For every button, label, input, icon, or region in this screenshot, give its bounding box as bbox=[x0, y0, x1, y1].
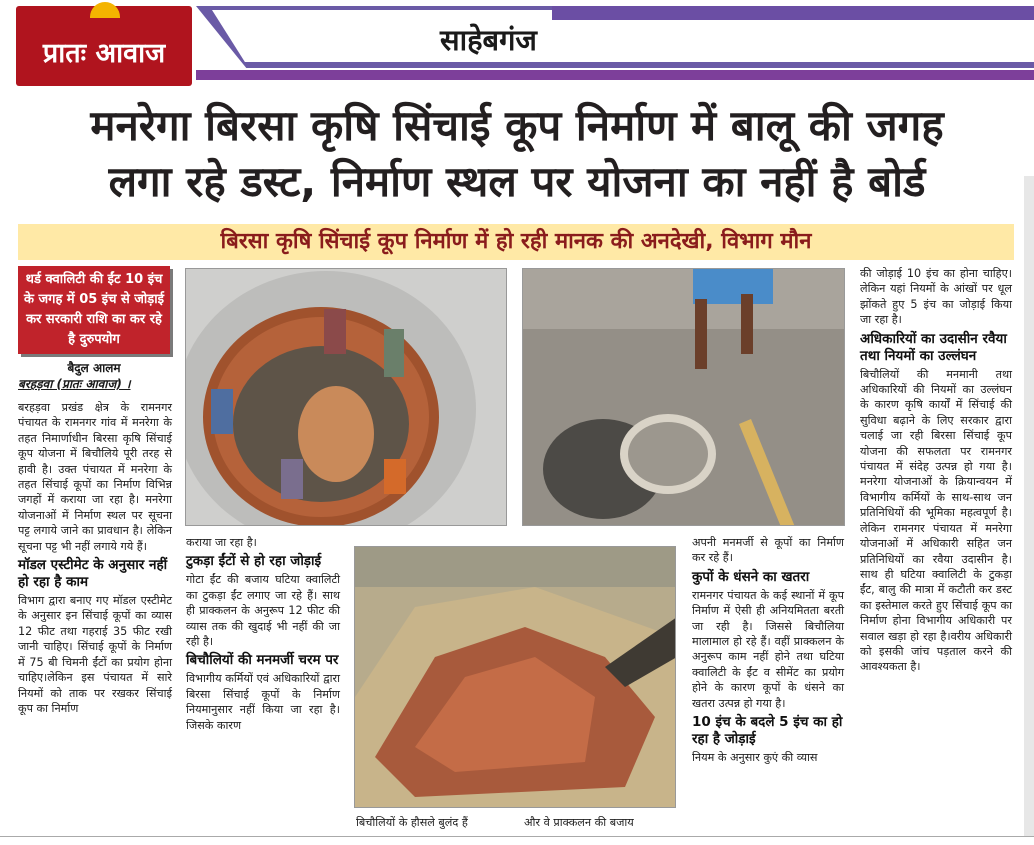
caption-column-3-tail bbox=[524, 815, 684, 830]
article-column-2 bbox=[186, 535, 340, 733]
byline bbox=[18, 360, 170, 392]
paragraph: की जोड़ाई 10 इंच का होना चाहिए। लेकिन यहां नियमों के आंखों पर धूल झोंकते हुए 5 इंच का जोड़ाई किया जा रहा है। bbox=[860, 267, 1012, 327]
headline bbox=[12, 98, 1022, 210]
photo-brick-pile bbox=[354, 546, 676, 808]
masthead-divider bbox=[196, 70, 1034, 80]
dateline: बरहड़वा (प्रातः आवाज) । bbox=[18, 377, 131, 391]
paragraph: अपनी मनमर्जी से कूपों का निर्माण कर रहे हैं। bbox=[692, 536, 844, 565]
paragraph: गोटा ईंट की बजाय घटिया क्वालिटी का टुकड़ा ईंट लगाए जा रहे हैं। साथ ही प्राक्कलन के अनुरूप 12 फीट की व्यास तक की खुदाई भी नहीं की जा रही है। bbox=[186, 573, 340, 649]
masthead-accent-bar bbox=[552, 6, 1034, 20]
paragraph: बिचौलियों की मनमानी तथा अधिकारियों की नियमों का उल्लंघन के कारण कृषि कार्यों में सिंचाई की सुविधा बढ़ाने के लिए सरकार द्वारा चलाई जा रही बिरसा सिंचाई कूप योजना की सफलता पर रामनगर पंचायत में संदेह उत्पन्न हो गया है।मनरेगा योजनाओं के क्रियान्वयन में विभागीय कर्मियों के साथ-साथ जन प्रतिनिधियों की भूमिका महत्वपूर्ण है। लेकिन रामनगर पंचायत में मनरेगा योजनाओं में अधिकारी सहित जन प्रतिनिधियों का रवैया उदासीन है। साथ ही घटिया क्वालिटी के टुकड़ा ईंट, बालु की मात्रा में कटौती कर डस्ट का इस्तेमाल करते हुए सिंचाई कूप का निर्माण होना विभागीय अधिकारी पर सवाल खड़ा हो रहा है।वरीय अधिकारी को इसकी जांच पड़ताल करने की आवश्यकता है। bbox=[860, 367, 1012, 674]
sun-icon bbox=[90, 2, 120, 18]
bricks-photo-illustration bbox=[355, 547, 676, 808]
subheading: कुपों के धंसने का खतरा bbox=[692, 568, 810, 585]
headline-line-1: मनरेगा बिरसा कृषि सिंचाई कूप निर्माण में बालू की जगह bbox=[90, 101, 944, 150]
headline-line-2: लगा रहे डस्ट, निर्माण स्थल पर योजना का नहीं है बोर्ड bbox=[108, 157, 926, 206]
paragraph: विभागीय कर्मियों एवं अधिकारियों द्वारा बिरसा सिंचाई कूपों के निर्माण नियमानुसार नहीं किया जा रहा है। जिसके कारण bbox=[186, 672, 340, 732]
article-column-4 bbox=[860, 266, 1012, 675]
photo-cement-mixing bbox=[522, 268, 845, 526]
article-column-1 bbox=[18, 400, 172, 716]
well-photo-illustration bbox=[186, 269, 507, 526]
logo-text: प्रातः आवाज bbox=[42, 38, 166, 69]
author-name: बैदुल आलम bbox=[67, 361, 121, 375]
adjacent-page-edge bbox=[1024, 176, 1034, 845]
subheading: टुकड़ा ईंटों से हो रहा जोड़ाई bbox=[186, 553, 322, 570]
paragraph: बिचौलियों के हौसले बुलंद हैं bbox=[356, 816, 468, 829]
subheading: 10 इंच के बदले 5 इंच का हो रहा है जोड़ाई bbox=[692, 714, 843, 748]
cement-photo-illustration bbox=[523, 269, 845, 526]
page-bottom-strip bbox=[0, 836, 1034, 845]
section-title: साहेबगंज bbox=[440, 23, 537, 57]
subheading: बिचौलियों की मनमर्जी चरम पर bbox=[186, 652, 339, 669]
paragraph: विभाग द्वारा बनाए गए मॉडल एस्टीमेट के अनुसार इन सिंचाई कूपों का व्यास 12 फीट तथा गहराई 35 फीट रखी जानी चाहिए। सिंचाई कूपों के निर्माण में 75 बी चिमनी ईंटों का प्रयोग होना चाहिए।लेकिन इस पंचायत में सारे नियमों को ताक पर रखकर सिंचाई कूप का निर्माण bbox=[18, 594, 172, 715]
paragraph: रामनगर पंचायत के कई स्थानों में कूप निर्माण में ऐसी ही अनियमितता बरती जा रही है। जिससे बिचौलिया मालामाल हो रहे हैं। वहीं प्राक्कलन के अनुरूप काम नहीं होने तथा घटिया क्वालिटी के ईंट व सीमेंट का प्रयोग होने के कारण कूपों के धंसने का खतरा उत्पन्न हो गया है। bbox=[692, 588, 844, 710]
masthead bbox=[0, 0, 1034, 92]
photo-well-construction bbox=[185, 268, 507, 526]
subheadline: बिरसा कृषि सिंचाई कूप निर्माण में हो रही मानक की अनदेखी, विभाग मौन bbox=[18, 224, 1014, 260]
paragraph: कराया जा रहा है। bbox=[186, 536, 257, 549]
paragraph: नियम के अनुसार कुएं की व्यास bbox=[692, 751, 818, 765]
highlight-callout: थर्ड क्वालिटी की ईंट 10 इंच के जगह में 05 इंच से जोड़ाई कर सरकारी राशि का कर रहे है दुरुपयोग bbox=[18, 266, 170, 354]
article-column-3 bbox=[692, 535, 844, 765]
subheading: मॉडल एस्टीमेट के अनुसार नहीं हो रहा है काम bbox=[18, 557, 168, 591]
paragraph: बरहड़वा प्रखंड क्षेत्र के रामनगर पंचायत के रामनगर गांव में मनरेगा के तहत निमार्णाधीन बिरसा कृषि सिंचाई कूप योजना में बिचौलिये पूरी तरह से हावी है। उक्त पंचायत में मनरेगा के तहत सिंचाई कूपों का निर्माण विभिन्न जगहों में कराया जा रहा है। मनरेगा योजनाओं में निर्माण स्थल पर सूचना पट्ट लगाये जाने का प्रावधान है। लेकिन सूचना पट्ट भी नहीं लगाये गये हैं। bbox=[18, 401, 172, 553]
caption-column-2-tail bbox=[356, 815, 516, 830]
subheading: अधिकारियों का उदासीन रवैया तथा नियमों का उल्लंघन bbox=[860, 330, 1007, 364]
paragraph: और वे प्राक्कलन की बजाय bbox=[524, 816, 634, 829]
newspaper-logo bbox=[16, 6, 192, 86]
